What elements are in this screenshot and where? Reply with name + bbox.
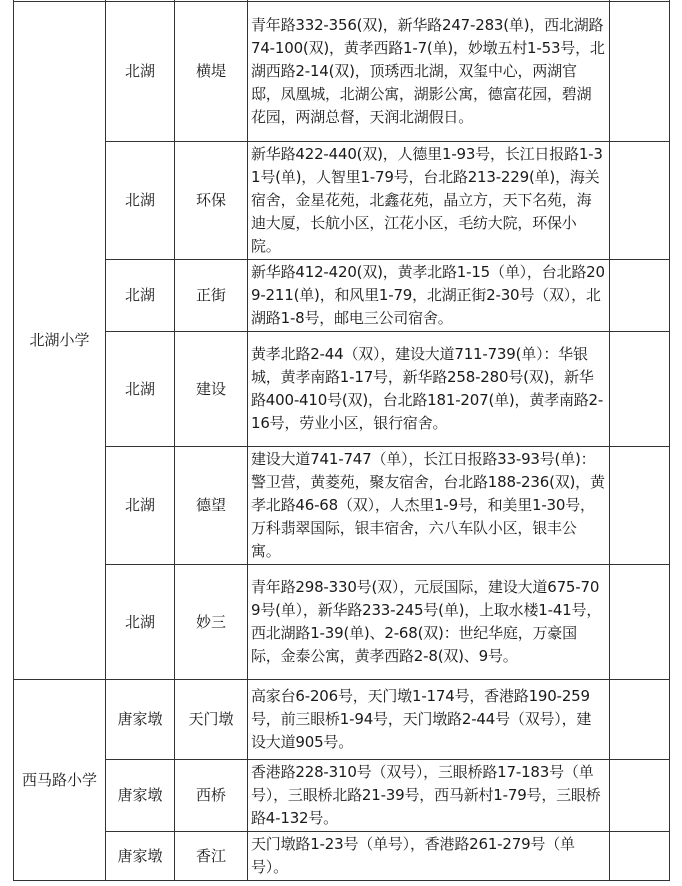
street-cell: 唐家墩	[106, 680, 175, 760]
empty-cell	[610, 2, 670, 142]
community-cell: 环保	[175, 142, 248, 260]
street-cell: 北湖	[106, 2, 175, 142]
street-cell: 唐家墩	[106, 760, 175, 832]
community-cell: 妙三	[175, 565, 248, 680]
area-cell: 香港路228-310号（双号），三眼桥路17-183号（单号），三眼桥北路21-39号，西马新村1-79号，三眼桥路4-132号。	[248, 760, 610, 832]
empty-cell	[610, 260, 670, 332]
area-cell: 天门墩路1-23号（单号），香港路261-279号（单号）。	[248, 832, 610, 881]
school-district-table-wrapper	[13, 0, 669, 881]
school-district-table	[13, 0, 670, 881]
school-name-cell: 北湖小学	[14, 2, 106, 680]
area-cell: 高家台6-206号，天门墩1-174号，香港路190-259号，前三眼桥1-94号，天门墩路2-44号（双号），建设大道905号。	[248, 680, 610, 760]
empty-cell	[610, 565, 670, 680]
community-cell: 建设	[175, 332, 248, 447]
table-row	[14, 565, 670, 680]
street-cell: 北湖	[106, 142, 175, 260]
street-cell: 北湖	[106, 565, 175, 680]
table-row	[14, 760, 670, 832]
empty-cell	[610, 447, 670, 565]
area-cell: 新华路412-420(双)，黄孝北路1-15（单），台北路209-211(单)，和风里1-79，北湖正街2-30号（双），北湖路1-8号，邮电三公司宿舍。	[248, 260, 610, 332]
community-cell: 德望	[175, 447, 248, 565]
table-row	[14, 260, 670, 332]
area-cell: 青年路298-330号(双），元辰国际，建设大道675-709号(单），新华路233-245号(单)，上取水楼1-41号，西北湖路1-39(单)、2-68(双)：世纪华庭，万豪国际，金泰公寓，黄孝西路2-8(双)、9号。	[248, 565, 610, 680]
community-cell: 横堤	[175, 2, 248, 142]
empty-cell	[610, 832, 670, 881]
empty-cell	[610, 760, 670, 832]
table-row	[14, 142, 670, 260]
empty-cell	[610, 332, 670, 447]
community-cell: 香江	[175, 832, 248, 881]
community-cell: 天门墩	[175, 680, 248, 760]
street-cell: 北湖	[106, 332, 175, 447]
table-row	[14, 2, 670, 142]
table-row	[14, 332, 670, 447]
street-cell: 唐家墩	[106, 832, 175, 881]
table-row	[14, 447, 670, 565]
community-cell: 正街	[175, 260, 248, 332]
community-cell: 西桥	[175, 760, 248, 832]
area-cell: 青年路332-356(双)，新华路247-283(单)，西北湖路74-100(双)，黄孝西路1-7(单)，妙墩五村1-53号，北湖西路2-14(双)，顶琇西北湖，双玺中心，两湖官邸，凤凰城，北湖公寓，湖影公寓，德富花园，碧湖花园，两湖总督，天润北湖假日。	[248, 2, 610, 142]
street-cell: 北湖	[106, 447, 175, 565]
empty-cell	[610, 142, 670, 260]
empty-cell	[610, 680, 670, 760]
table-row	[14, 680, 670, 760]
area-cell: 黄孝北路2-44（双），建设大道711-739(单）：华银城，黄孝南路1-17号，新华路258-280号(双)，新华路400-410号(双)，台北路181-207(单)，黄孝南路2-16号，劳业小区，银行宿舍。	[248, 332, 610, 447]
street-cell: 北湖	[106, 260, 175, 332]
area-cell: 建设大道741-747（单），长江日报路33-93号(单)：警卫营，黄菱苑，聚友宿舍，台北路188-236(双)，黄孝北路46-68（双），人杰里1-9号，和美里1-30号，万科翡翠国际，银丰宿舍，六八车队小区，银丰公寓。	[248, 447, 610, 565]
school-name-cell: 西马路小学	[14, 680, 106, 881]
table-row	[14, 832, 670, 881]
area-cell: 新华路422-440(双)，人德里1-93号，长江日报路1-31号(单)，人智里1-79号，台北路213-229(单)，海关宿舍，金星花苑，北鑫花苑，晶立方，天下名苑，海迪大厦，长航小区，江花小区，毛纺大院，环保小院。	[248, 142, 610, 260]
